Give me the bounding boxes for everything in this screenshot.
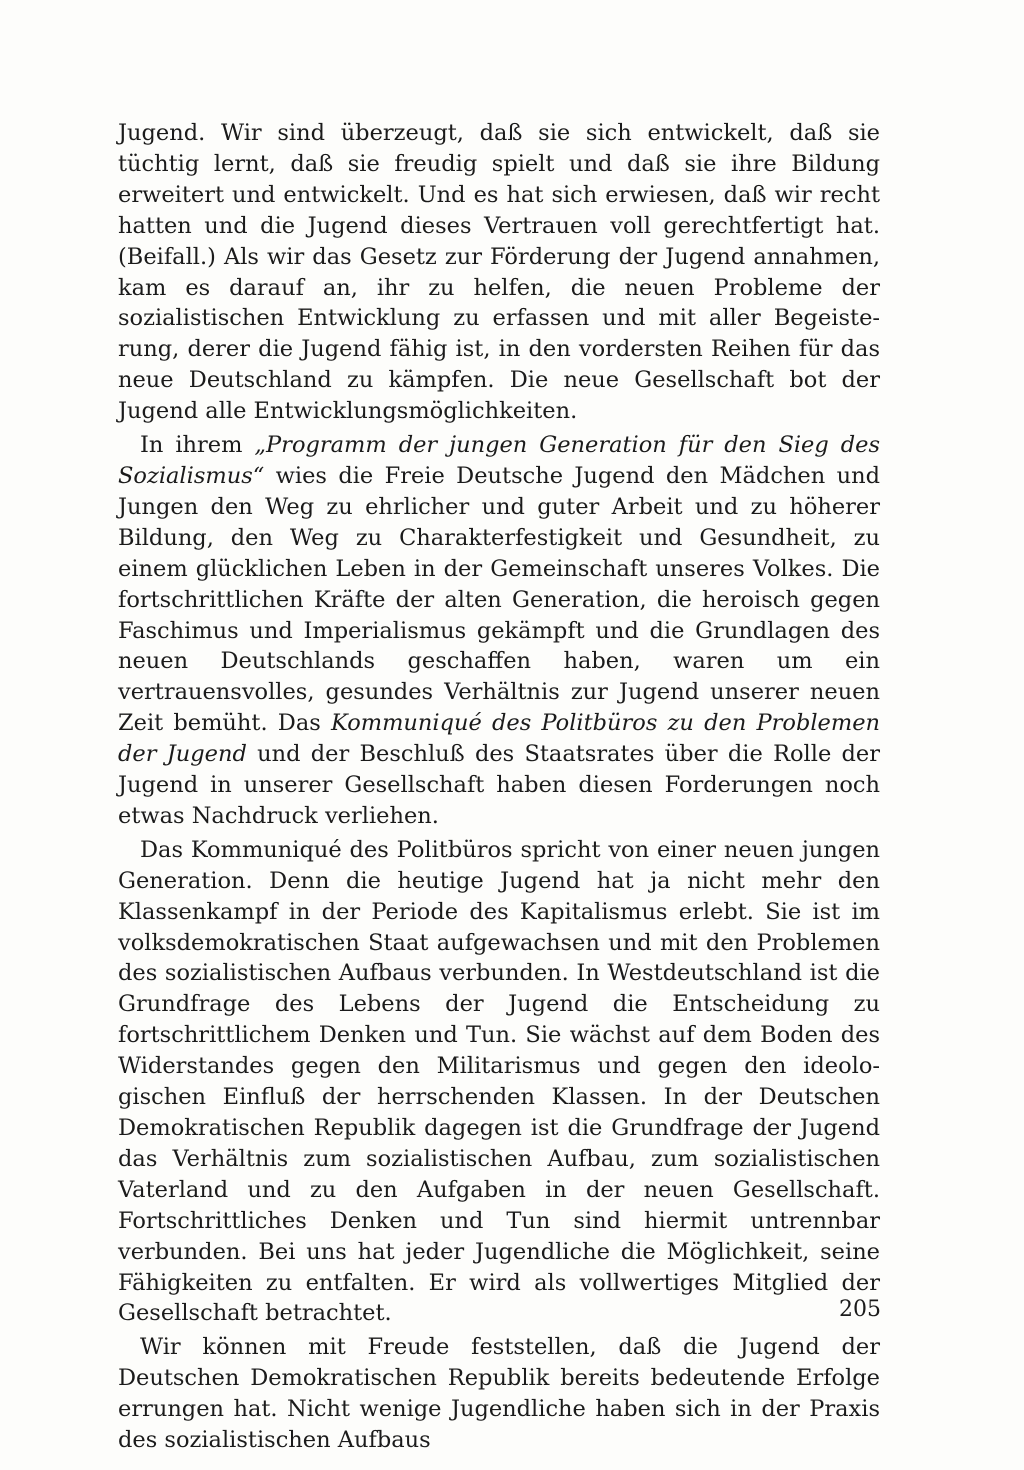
program-title-italic: „Programm der jungen Generation für den Sieg des Sozialismus“ [118, 432, 880, 489]
paragraph-2-text-c: und der Beschluß des Staatsrates über die Rolle der Jugend in unserer Gesellschaft haben diesen Forderungen noch etwas Nachdruck verliehen. [118, 741, 880, 829]
paragraph-2-text-a: In ihrem [140, 432, 255, 459]
paragraph-4-text: Wir können mit Freude feststellen, daß die Jugend der Deutschen Demokratischen Republik bereits bedeutende Erfolge errungen hat. Nicht wenige Jugendliche haben sich in der Praxis des sozialistischen Aufbaus [118, 1334, 880, 1454]
paragraph-1-text: Jugend. Wir sind überzeugt, daß sie sich entwickelt, daß sie tüchtig lernt, daß sie freudig spielt und daß sie ihre Bildung erweitert und entwickelt. Und es hat sich erwiesen, daß wir recht hatten und die Jugend dieses Vertrauen voll gerechtfertigt hat. (Beifall.) Als wir das Gesetz zur Förderung der Jugend annahmen, kam es darauf an, ihr zu helfen, die neuen Probleme der sozialistischen Entwicklung zu erfassen und mit aller Begeisterung, derer die Jugend fähig ist, in den vordersten Reihen für das neue Deutschland zu kämpfen. Die neue Gesellschaft bot der Jugend alle Entwicklungsmöglichkeiten. [118, 120, 880, 425]
paragraph-4 [118, 1332, 880, 1456]
page-number: 205 [839, 1297, 881, 1322]
paragraph-2 [118, 430, 880, 832]
paragraph-1 [118, 118, 880, 427]
paragraph-3-text: Das Kommuniqué des Politbüros spricht von einer neuen jungen Generation. Denn die heutige Jugend hat ja nicht mehr den Klassenkampf in der Periode des Kapitalismus erlebt. Sie ist im volksdemokratischen Staat aufgewachsen und mit den Problemen des sozialistischen Aufbaus verbunden. In Westdeutschland ist die Grundfrage des Lebens der Jugend die Entscheidung zu fortschrittlichem Denken und Tun. Sie wächst auf dem Boden des Widerstandes gegen den Militarismus und gegen den ideologischen Einfluß der herrschenden Klassen. In der Deutschen Demokratischen Republik dagegen ist die Grundfrage der Jugend das Verhältnis zum sozialistischen Aufbau, zum sozialistischen Vaterland und zu den Aufgaben in der neuen Gesellschaft. Fortschrittliches Denken und Tun sind hiermit untrennbar verbunden. Bei uns hat jeder Jugendliche die Möglichkeit, seine Fähigkeiten zu entfalten. Er wird als vollwertiges Mitglied der Gesellschaft betrachtet. [118, 836, 880, 1327]
paragraph-2-text-b: wies die Freie Deutsche Jugend den Mädchen und Jungen den Weg zu ehrlicher und guter Arbeit und zu höherer Bildung, den Weg zu Charakterfestigkeit und Gesundheit, zu einem glücklichen Leben in der Gemeinschaft unseres Volkes. Die fortschrittlichen Kräfte der alten Generation, die heroisch gegen Faschimus und Imperialismus gekämpft und die Grundlagen des neuen Deutschlands geschaffen haben, waren um ein vertrauensvolles, gesundes Verhältnis zur Jugend unserer neuen Zeit bemüht. Das [118, 462, 880, 737]
communique-title-italic: Kommuniqué des Politbüros zu den Problemen der Jugend [118, 710, 880, 768]
paragraph-3 [118, 835, 880, 1330]
body-text [118, 118, 880, 1456]
